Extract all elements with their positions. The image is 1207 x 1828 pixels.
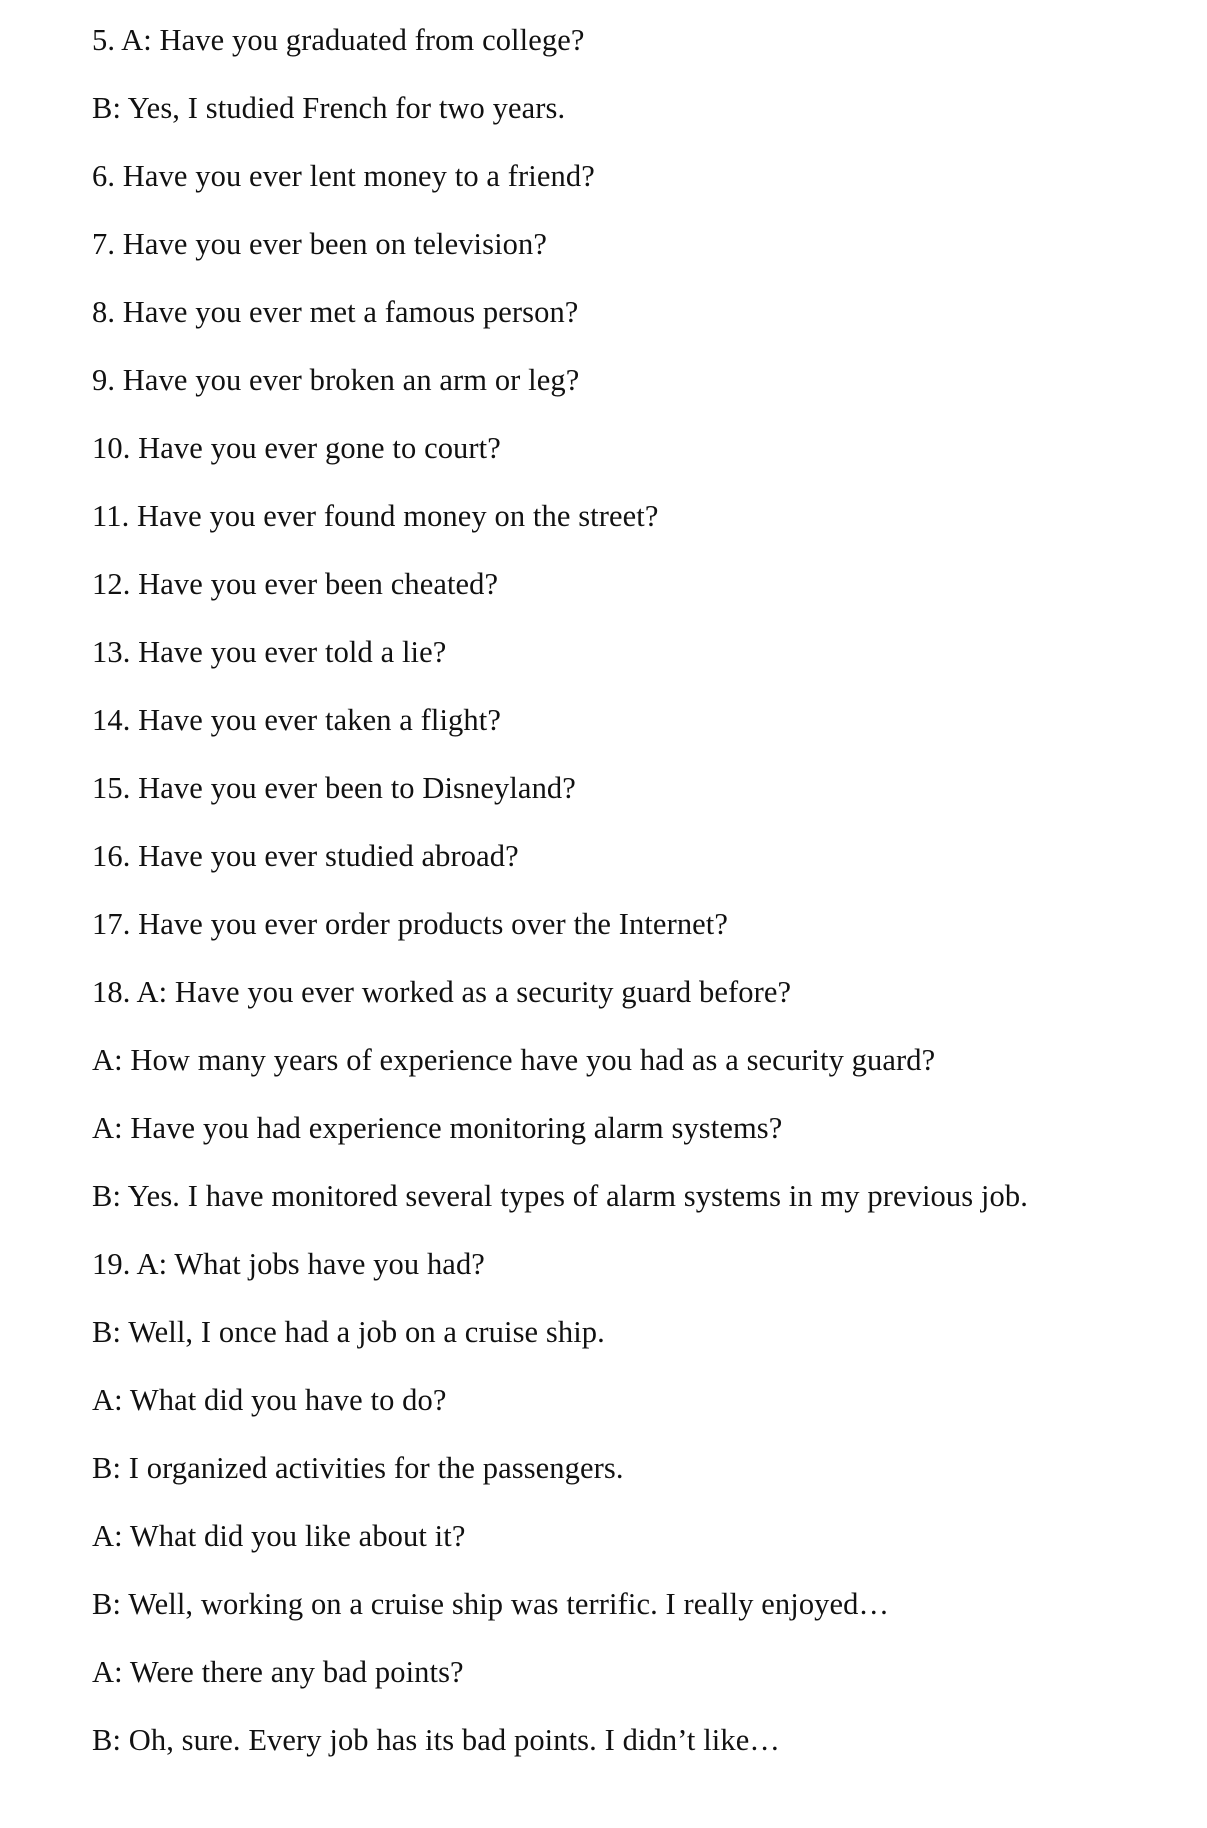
- text-line: 14. Have you ever taken a flight?: [92, 703, 501, 737]
- text-line: A: What did you like about it?: [92, 1519, 466, 1553]
- text-line: B: Yes, I studied French for two years.: [92, 91, 566, 125]
- text-line: 9. Have you ever broken an arm or leg?: [92, 363, 580, 397]
- text-line: B: Well, I once had a job on a cruise ship.: [92, 1315, 605, 1349]
- text-line: A: What did you have to do?: [92, 1383, 447, 1417]
- text-line: A: Were there any bad points?: [92, 1655, 464, 1689]
- text-line: B: Oh, sure. Every job has its bad points. I didn’t like…: [92, 1723, 780, 1757]
- text-line: 6. Have you ever lent money to a friend?: [92, 159, 595, 193]
- text-line: 5. A: Have you graduated from college?: [92, 23, 585, 57]
- text-line: B: Well, working on a cruise ship was terrific. I really enjoyed…: [92, 1587, 890, 1621]
- text-line: 16. Have you ever studied abroad?: [92, 839, 519, 873]
- text-line: 15. Have you ever been to Disneyland?: [92, 771, 576, 805]
- text-line: A: How many years of experience have you had as a security guard?: [92, 1043, 936, 1077]
- text-line: 8. Have you ever met a famous person?: [92, 295, 579, 329]
- text-line: 19. A: What jobs have you had?: [92, 1247, 485, 1281]
- text-line: 13. Have you ever told a lie?: [92, 635, 447, 669]
- text-line: 17. Have you ever order products over the Internet?: [92, 907, 729, 941]
- question-list: [92, 18, 1172, 1786]
- text-line: 7. Have you ever been on television?: [92, 227, 548, 261]
- text-line: B: I organized activities for the passengers.: [92, 1451, 624, 1485]
- text-line: A: Have you had experience monitoring alarm systems?: [92, 1111, 783, 1145]
- text-line: 18. A: Have you ever worked as a security guard before?: [92, 975, 792, 1009]
- text-line: 10. Have you ever gone to court?: [92, 431, 501, 465]
- text-line: 11. Have you ever found money on the street?: [92, 499, 659, 533]
- text-line: B: Yes. I have monitored several types of alarm systems in my previous job.: [92, 1179, 1028, 1213]
- text-line: 12. Have you ever been cheated?: [92, 567, 499, 601]
